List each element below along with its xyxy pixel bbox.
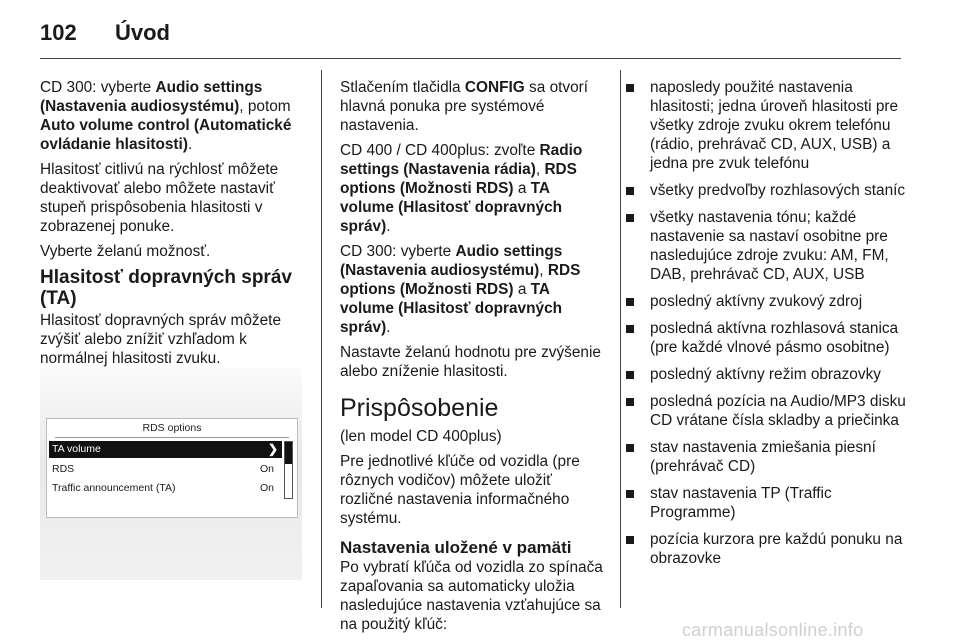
chevron-right-icon: ❯ [267, 442, 278, 456]
rds-options-screenshot [40, 368, 302, 580]
column-2 [340, 78, 605, 640]
list-item: stav nastavenia zmiešania piesní (prehrávač CD) [624, 438, 909, 476]
menu-item-ta-volume[interactable]: TA volume ❯ [49, 441, 282, 458]
menu-item-rds[interactable]: RDS On [52, 463, 274, 475]
paragraph-auto-volume: CD 300: vyberte Audio settings (Nastavenia audiosystému), potom Auto volume control (Automatické ovládanie hlasitosti). [40, 79, 292, 153]
paragraph-model-note: (len model CD 400plus) [340, 428, 502, 445]
bullet-icon [626, 490, 634, 498]
paragraph-cd300: CD 300: vyberte Audio settings (Nastavenia audiosystému), RDS options (Možnosti RDS) a TA volume (Hlasitosť dopravných správ). [340, 243, 581, 336]
list-item: posledný aktívny zvukový zdroj [624, 292, 909, 311]
saved-settings-list [624, 78, 909, 568]
column-divider-1 [321, 70, 322, 608]
page-header [0, 0, 960, 60]
paragraph-cd400: CD 400 / CD 400plus: zvoľte Radio settings (Nastavenia rádia), RDS options (Možnosti RDS) a TA volume (Hlasitosť dopravných správ). [340, 142, 583, 235]
list-item: všetky nastavenia tónu; každé nastavenie sa nastaví osobitne pre nasledujúce zdroje zvuku: AM, FM, DAB, prehrávač CD, AUX, USB [624, 208, 909, 284]
rds-options-display [46, 418, 298, 518]
bullet-icon [626, 84, 634, 92]
paragraph-config: Stlačením tlačidla CONFIG sa otvorí hlavná ponuka pre systémové nastavenia. [340, 79, 589, 134]
column-3 [624, 78, 909, 576]
bullet-icon [626, 214, 634, 222]
bullet-icon [626, 444, 634, 452]
list-item: posledná aktívna rozhlasová stanica (pre každé vlnové pásmo osobitne) [624, 319, 909, 357]
page-number: 102 [40, 20, 77, 45]
heading-ta-volume: Hlasitosť dopravných správ (TA) [40, 267, 292, 309]
bullet-icon [626, 325, 634, 333]
list-item: všetky predvoľby rozhlasových staníc [624, 181, 909, 200]
list-item: pozícia kurzora pre každú ponuku na obrazovke [624, 530, 909, 568]
list-item: stav nastavenia TP (Traffic Programme) [624, 484, 909, 522]
watermark[interactable]: carmanualsonline.info [682, 620, 864, 640]
menu-item-traffic-announcement[interactable]: Traffic announcement (TA) On [52, 482, 274, 494]
list-item: naposledy použité nastavenia hlasitosti; jedna úroveň hlasitosti pre všetky zdroje zvuku okrem telefónu (rádio, prehrávač CD, AUX, USB) a jedna pre zvuk telefónu [624, 78, 909, 173]
paragraph-saved-settings: Po vybratí kľúča od vozidla zo spínača zapaľovania sa automaticky uložia nasledujúce nastavenia vzťahujúce sa na použitý kľúč: [340, 559, 603, 633]
paragraph-set-value: Nastavte želanú hodnotu pre zvýšenie alebo zníženie hlasitosti. [340, 344, 601, 380]
heading-saved-settings: Nastavenia uložené v pamäti [340, 538, 572, 557]
section-title: Úvod [115, 20, 170, 45]
bullet-icon [626, 536, 634, 544]
bullet-icon [626, 371, 634, 379]
heading-customization: Prispôsobenie [340, 394, 499, 422]
scrollbar[interactable] [284, 441, 293, 499]
header-divider [40, 58, 901, 59]
paragraph-select-option: Vyberte želanú možnosť. [40, 243, 211, 260]
bullet-icon [626, 298, 634, 306]
column-divider-2 [620, 70, 621, 608]
paragraph-keys: Pre jednotlivé kľúče od vozidla (pre rôznych vodičov) môžete uložiť rozličné nastavenia informačného systému. [340, 453, 580, 527]
paragraph-ta-volume: Hlasitosť dopravných správ môžete zvýšiť alebo znížiť vzhľadom k normálnej hlasitosti zvuku. [40, 312, 282, 367]
scroll-thumb[interactable] [285, 442, 292, 464]
list-item: posledná pozícia na Audio/MP3 disku CD vrátane čísla skladby a priečinka [624, 392, 909, 430]
screen-title: RDS options [55, 419, 289, 438]
column-1 [40, 78, 310, 374]
list-item: posledný aktívny režim obrazovky [624, 365, 909, 384]
bullet-icon [626, 398, 634, 406]
paragraph-speed-volume: Hlasitosť citlivú na rýchlosť môžete deaktivovať alebo môžete nastaviť stupeň prispôsobenia hlasitosti v zobrazenej ponuke. [40, 161, 279, 235]
bullet-icon [626, 187, 634, 195]
